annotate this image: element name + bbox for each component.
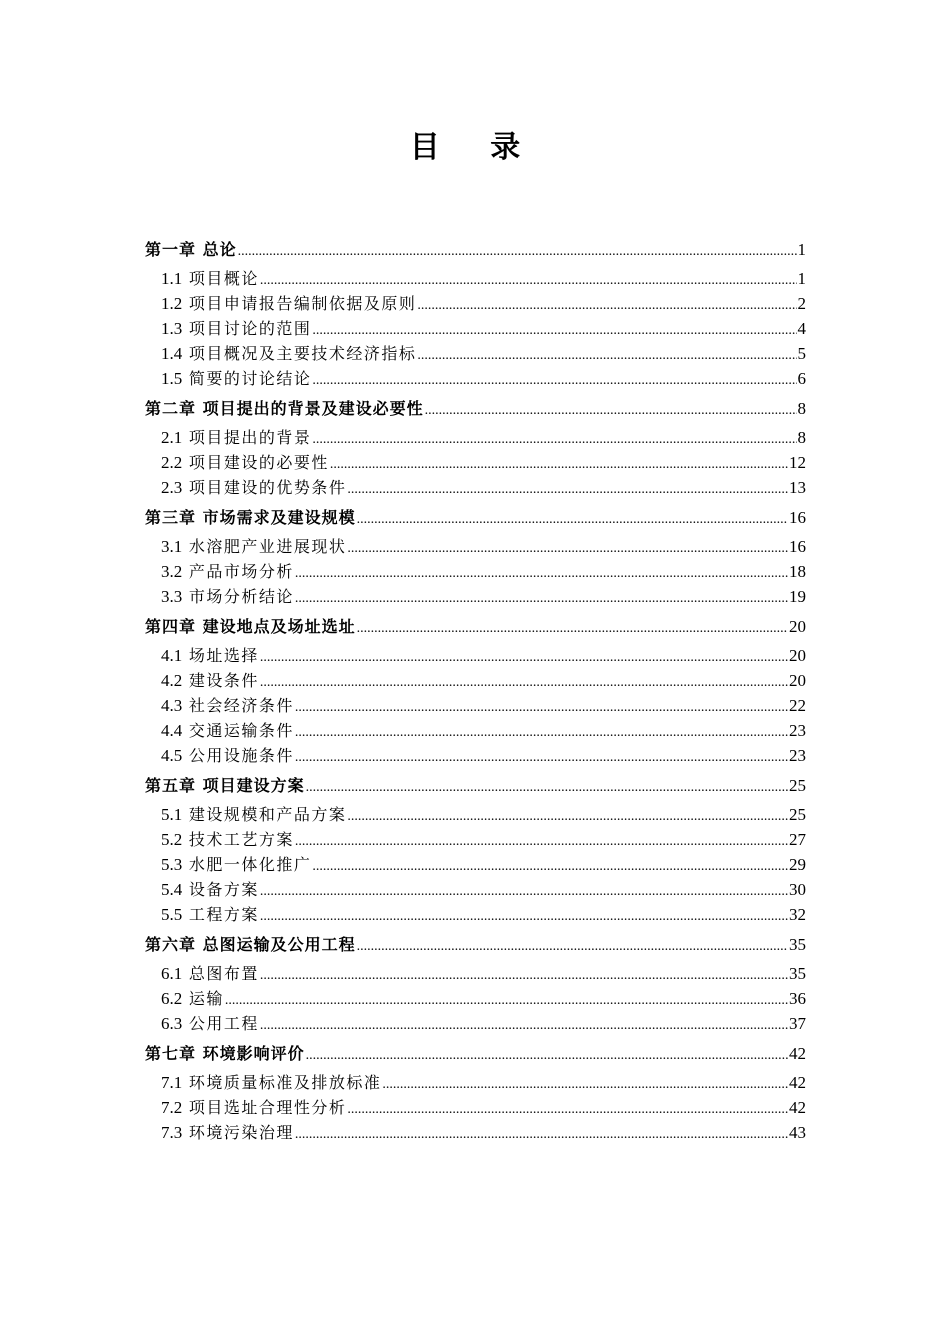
section-title xyxy=(161,366,311,391)
toc-section-entry[interactable] xyxy=(145,534,806,559)
section-title xyxy=(161,1011,259,1036)
section-label: 技术工艺方案 xyxy=(188,830,294,849)
toc-section-entry[interactable] xyxy=(145,986,806,1011)
section-label: 社会经济条件 xyxy=(188,696,294,715)
section-page-number: 5 xyxy=(797,344,806,363)
section-number: 7.1 xyxy=(161,1073,183,1092)
toc-section-entry[interactable] xyxy=(145,827,806,852)
chapter-page-number: 8 xyxy=(797,399,806,418)
dot-leader xyxy=(347,477,788,502)
section-page-number: 13 xyxy=(789,478,806,497)
dot-leader xyxy=(260,963,788,988)
dot-leader xyxy=(312,318,796,343)
section-label: 总图布置 xyxy=(188,964,259,983)
section-number: 4.4 xyxy=(161,721,183,740)
section-number: 1.4 xyxy=(161,344,183,363)
toc-section-entry[interactable] xyxy=(145,743,806,768)
toc-chapter-entry[interactable] xyxy=(145,770,806,802)
section-page-number: 19 xyxy=(789,587,806,606)
dot-leader xyxy=(260,268,797,293)
dot-leader xyxy=(260,879,788,904)
dot-leader xyxy=(357,613,788,645)
section-title xyxy=(161,877,259,902)
toc-section-entry[interactable] xyxy=(145,1120,806,1145)
section-label: 简要的讨论结论 xyxy=(188,369,312,388)
section-label: 项目建设的优势条件 xyxy=(188,478,347,497)
section-number: 1.1 xyxy=(161,269,183,288)
toc-section-entry[interactable] xyxy=(145,693,806,718)
toc-chapter-entry[interactable] xyxy=(145,1038,806,1070)
section-label: 项目概论 xyxy=(188,269,259,288)
dot-leader xyxy=(357,504,788,536)
section-number: 6.3 xyxy=(161,1014,183,1033)
dot-leader xyxy=(260,904,788,929)
dot-leader xyxy=(295,561,788,586)
section-label: 项目概况及主要技术经济指标 xyxy=(188,344,417,363)
section-number: 3.1 xyxy=(161,537,183,556)
section-page-number: 16 xyxy=(789,537,806,556)
toc-chapter-entry[interactable] xyxy=(145,234,806,266)
section-label: 项目申请报告编制依据及原则 xyxy=(188,294,417,313)
chapter-title: 第三章 市场需求及建设规模 xyxy=(145,508,356,527)
section-label: 水肥一体化推广 xyxy=(188,855,312,874)
section-label: 建设规模和产品方案 xyxy=(188,805,347,824)
dot-leader xyxy=(295,1122,788,1147)
dot-leader xyxy=(347,804,788,829)
dot-leader xyxy=(425,395,797,427)
section-page-number: 30 xyxy=(789,880,806,899)
section-title xyxy=(161,291,416,316)
section-label: 公用设施条件 xyxy=(188,746,294,765)
section-page-number: 36 xyxy=(789,989,806,1008)
section-number: 1.2 xyxy=(161,294,183,313)
section-title xyxy=(161,316,311,341)
section-page-number: 37 xyxy=(789,1014,806,1033)
section-number: 3.3 xyxy=(161,587,183,606)
section-page-number: 23 xyxy=(789,721,806,740)
dot-leader xyxy=(295,829,788,854)
section-title xyxy=(161,1070,381,1095)
section-number: 5.4 xyxy=(161,880,183,899)
section-page-number: 25 xyxy=(789,805,806,824)
section-page-number: 4 xyxy=(797,319,806,338)
section-title xyxy=(161,559,294,584)
section-label: 项目提出的背景 xyxy=(188,428,312,447)
section-page-number: 18 xyxy=(789,562,806,581)
chapter-page-number: 35 xyxy=(789,935,806,954)
dot-leader xyxy=(238,236,797,268)
section-title xyxy=(161,718,294,743)
dot-leader xyxy=(347,536,788,561)
section-number: 5.3 xyxy=(161,855,183,874)
section-page-number: 29 xyxy=(789,855,806,874)
chapter-page-number: 25 xyxy=(789,776,806,795)
table-of-contents xyxy=(145,232,806,1145)
dot-leader xyxy=(295,745,788,770)
section-page-number: 1 xyxy=(797,269,806,288)
dot-leader xyxy=(295,586,788,611)
chapter-title: 第一章 总论 xyxy=(145,240,237,259)
section-title xyxy=(161,584,294,609)
section-label: 项目建设的必要性 xyxy=(188,453,329,472)
section-number: 3.2 xyxy=(161,562,183,581)
dot-leader xyxy=(312,854,788,879)
toc-section-entry[interactable] xyxy=(145,366,806,391)
dot-leader xyxy=(260,1013,788,1038)
toc-chapter-entry[interactable] xyxy=(145,611,806,643)
dot-leader xyxy=(295,720,788,745)
dot-leader xyxy=(417,343,796,368)
section-number: 4.3 xyxy=(161,696,183,715)
section-label: 环境污染治理 xyxy=(188,1123,294,1142)
section-label: 工程方案 xyxy=(188,905,259,924)
dot-leader xyxy=(260,670,788,695)
section-title xyxy=(161,827,294,852)
section-number: 2.3 xyxy=(161,478,183,497)
section-label: 项目选址合理性分析 xyxy=(188,1098,347,1117)
toc-section-entry[interactable] xyxy=(145,668,806,693)
section-title xyxy=(161,743,294,768)
dot-leader xyxy=(382,1072,788,1097)
section-page-number: 6 xyxy=(797,369,806,388)
section-label: 建设条件 xyxy=(188,671,259,690)
dot-leader xyxy=(312,427,796,452)
section-page-number: 27 xyxy=(789,830,806,849)
section-label: 设备方案 xyxy=(188,880,259,899)
dot-leader xyxy=(357,931,788,963)
section-title xyxy=(161,475,346,500)
section-page-number: 20 xyxy=(789,646,806,665)
chapter-page-number: 42 xyxy=(789,1044,806,1063)
section-title xyxy=(161,668,259,693)
section-label: 项目讨论的范围 xyxy=(188,319,312,338)
toc-chapter-entry[interactable] xyxy=(145,502,806,534)
section-page-number: 35 xyxy=(789,964,806,983)
toc-section-entry[interactable] xyxy=(145,559,806,584)
section-label: 运输 xyxy=(188,989,224,1008)
section-number: 7.3 xyxy=(161,1123,183,1142)
chapter-title: 第二章 项目提出的背景及建设必要性 xyxy=(145,399,424,418)
section-title xyxy=(161,425,311,450)
section-title xyxy=(161,341,416,366)
chapter-page-number: 1 xyxy=(797,240,806,259)
section-title xyxy=(161,450,329,475)
toc-section-entry[interactable] xyxy=(145,450,806,475)
toc-section-entry[interactable] xyxy=(145,316,806,341)
section-number: 4.2 xyxy=(161,671,183,690)
section-page-number: 43 xyxy=(789,1123,806,1142)
dot-leader xyxy=(306,1040,788,1072)
section-page-number: 32 xyxy=(789,905,806,924)
section-number: 6.1 xyxy=(161,964,183,983)
toc-section-entry[interactable] xyxy=(145,425,806,450)
toc-section-entry[interactable] xyxy=(145,584,806,609)
section-number: 4.5 xyxy=(161,746,183,765)
section-label: 场址选择 xyxy=(188,646,259,665)
section-label: 产品市场分析 xyxy=(188,562,294,581)
dot-leader xyxy=(312,368,796,393)
toc-section-entry[interactable] xyxy=(145,643,806,668)
toc-section-entry[interactable] xyxy=(145,718,806,743)
section-number: 4.1 xyxy=(161,646,183,665)
section-number: 7.2 xyxy=(161,1098,183,1117)
dot-leader xyxy=(306,772,788,804)
toc-section-entry[interactable] xyxy=(145,877,806,902)
dot-leader xyxy=(225,988,788,1013)
section-number: 1.3 xyxy=(161,319,183,338)
section-title xyxy=(161,902,259,927)
toc-section-entry[interactable] xyxy=(145,961,806,986)
section-title xyxy=(161,643,259,668)
section-title xyxy=(161,693,294,718)
section-number: 5.2 xyxy=(161,830,183,849)
section-page-number: 42 xyxy=(789,1098,806,1117)
toc-chapter-entry[interactable] xyxy=(145,929,806,961)
section-title xyxy=(161,986,224,1011)
section-number: 5.5 xyxy=(161,905,183,924)
section-title xyxy=(161,1095,346,1120)
section-page-number: 42 xyxy=(789,1073,806,1092)
page-title: 目 录 xyxy=(409,130,541,165)
toc-section-entry[interactable] xyxy=(145,341,806,366)
chapter-title: 第六章 总图运输及公用工程 xyxy=(145,935,356,954)
section-label: 交通运输条件 xyxy=(188,721,294,740)
section-page-number: 8 xyxy=(797,428,806,447)
section-title xyxy=(161,1120,294,1145)
chapter-title: 第七章 环境影响评价 xyxy=(145,1044,305,1063)
toc-section-entry[interactable] xyxy=(145,802,806,827)
dot-leader xyxy=(417,293,796,318)
section-page-number: 23 xyxy=(789,746,806,765)
toc-section-entry[interactable] xyxy=(145,475,806,500)
section-title xyxy=(161,266,259,291)
section-number: 5.1 xyxy=(161,805,183,824)
toc-section-entry[interactable] xyxy=(145,266,806,291)
section-page-number: 22 xyxy=(789,696,806,715)
section-title xyxy=(161,802,346,827)
toc-chapter-entry[interactable] xyxy=(145,393,806,425)
chapter-page-number: 16 xyxy=(789,508,806,527)
section-label: 水溶肥产业进展现状 xyxy=(188,537,347,556)
chapter-page-number: 20 xyxy=(789,617,806,636)
dot-leader xyxy=(330,452,788,477)
toc-section-entry[interactable] xyxy=(145,852,806,877)
section-label: 市场分析结论 xyxy=(188,587,294,606)
toc-section-entry[interactable] xyxy=(145,1095,806,1120)
section-page-number: 2 xyxy=(797,294,806,313)
section-number: 1.5 xyxy=(161,369,183,388)
section-page-number: 12 xyxy=(789,453,806,472)
section-number: 2.1 xyxy=(161,428,183,447)
section-title xyxy=(161,852,311,877)
section-number: 2.2 xyxy=(161,453,183,472)
section-page-number: 20 xyxy=(789,671,806,690)
dot-leader xyxy=(295,695,788,720)
dot-leader xyxy=(260,645,788,670)
section-number: 6.2 xyxy=(161,989,183,1008)
section-label: 公用工程 xyxy=(188,1014,259,1033)
toc-section-entry[interactable] xyxy=(145,1011,806,1036)
chapter-title: 第五章 项目建设方案 xyxy=(145,776,305,795)
toc-section-entry[interactable] xyxy=(145,1070,806,1095)
section-title xyxy=(161,961,259,986)
toc-section-entry[interactable] xyxy=(145,902,806,927)
section-label: 环境质量标准及排放标准 xyxy=(188,1073,382,1092)
chapter-title: 第四章 建设地点及场址选址 xyxy=(145,617,356,636)
toc-section-entry[interactable] xyxy=(145,291,806,316)
dot-leader xyxy=(347,1097,788,1122)
section-title xyxy=(161,534,346,559)
